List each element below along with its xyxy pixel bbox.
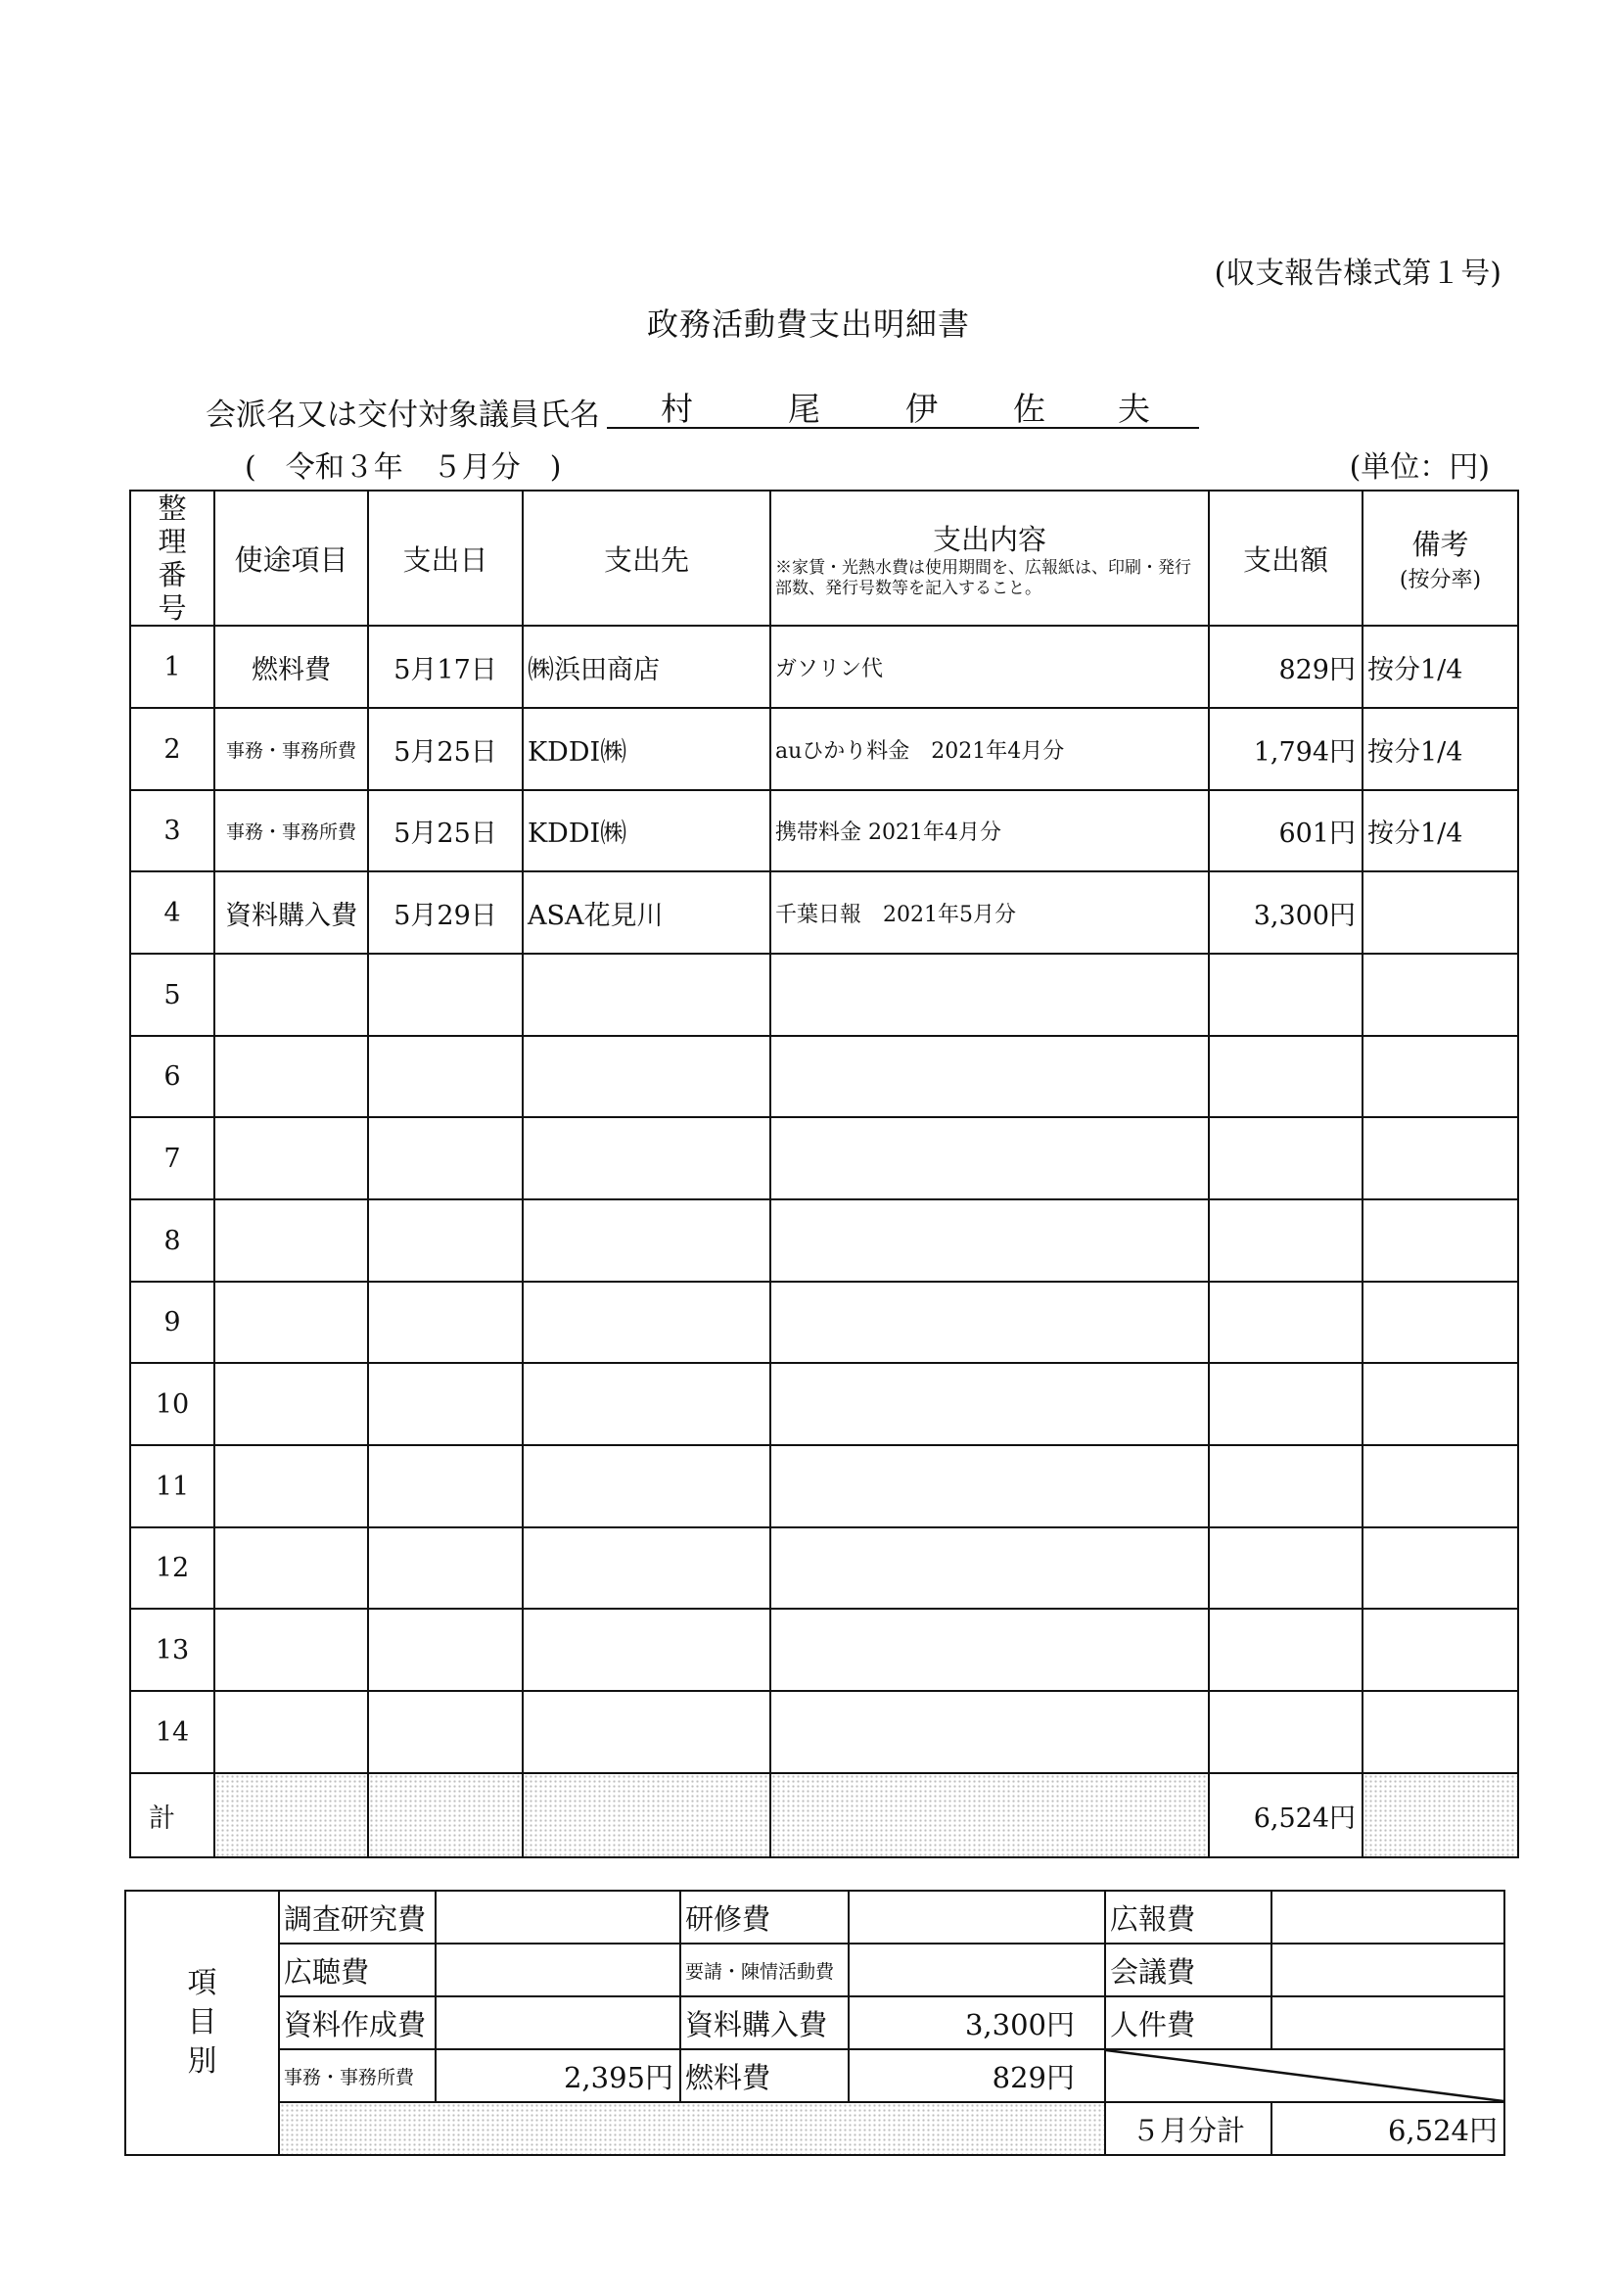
- summary-label: 研修費: [680, 1891, 849, 1944]
- table-row: [130, 1199, 1518, 1282]
- summary-label: 広報費: [1105, 1891, 1271, 1944]
- cell-remarks: [1363, 954, 1518, 1036]
- cell-purpose: [214, 1445, 368, 1527]
- table-row: [130, 790, 1518, 871]
- cell-date: [368, 954, 523, 1036]
- cell-date: 5月17日: [368, 626, 523, 708]
- cell-amount: [1209, 1199, 1363, 1282]
- summary-side-label: [125, 1891, 279, 2155]
- total-blank: [214, 1773, 368, 1857]
- cell-payee: [523, 1199, 770, 1282]
- cell-remarks: [1363, 1036, 1518, 1117]
- member-name: [607, 384, 1199, 429]
- member-label: 会派名又は交付対象議員氏名: [206, 398, 600, 433]
- cell-purpose: [214, 1117, 368, 1199]
- cell-remarks: [1363, 1609, 1518, 1691]
- cell-purpose: [214, 1363, 368, 1445]
- header-content: [770, 491, 1209, 626]
- cell-content: [770, 1445, 1209, 1527]
- reporting-period: ( 令和３年 ５月分 ): [245, 450, 562, 485]
- cell-amount: 829円: [1209, 626, 1363, 708]
- summary-label: 資料購入費: [680, 1996, 849, 2049]
- cell-purpose: 資料購入費: [214, 871, 368, 954]
- summary-label: 資料作成費: [279, 1996, 436, 2049]
- document-title: 政務活動費支出明細書: [646, 305, 970, 343]
- month-total-value: 6,524円: [1271, 2102, 1504, 2155]
- cell-no: 13: [130, 1609, 214, 1691]
- table-row: [130, 871, 1518, 954]
- cell-no: 11: [130, 1445, 214, 1527]
- cell-remarks: [1363, 1363, 1518, 1445]
- summary-value: [1271, 1944, 1504, 1996]
- side-char: 別: [187, 2044, 217, 2079]
- summary-value: [1271, 1996, 1504, 2049]
- cell-date: [368, 1199, 523, 1282]
- cell-remarks: [1363, 1527, 1518, 1609]
- cell-content: [770, 1117, 1209, 1199]
- cell-content: 携帯料金 2021年4月分: [770, 790, 1209, 871]
- cell-no: 1: [130, 626, 214, 708]
- summary-value: [436, 1891, 680, 1944]
- cell-amount: [1209, 1117, 1363, 1199]
- cell-payee: [523, 1363, 770, 1445]
- cell-amount: [1209, 954, 1363, 1036]
- cell-payee: ASA花見川: [523, 871, 770, 954]
- cell-payee: [523, 1691, 770, 1773]
- cell-remarks: [1363, 871, 1518, 954]
- cell-purpose: [214, 1036, 368, 1117]
- cell-no: 4: [130, 871, 214, 954]
- cell-remarks: [1363, 1117, 1518, 1199]
- cell-amount: [1209, 1363, 1363, 1445]
- cell-content: [770, 954, 1209, 1036]
- total-row: [130, 1773, 1518, 1857]
- total-blank: [1363, 1773, 1518, 1857]
- side-char: 目: [187, 2005, 217, 2039]
- cell-payee: [523, 1445, 770, 1527]
- cell-no: 2: [130, 708, 214, 790]
- table-row: [130, 1282, 1518, 1363]
- cell-payee: KDDI㈱: [523, 708, 770, 790]
- summary-label: 燃料費: [680, 2049, 849, 2102]
- cell-remarks: [1363, 1199, 1518, 1282]
- unit-label: (単位：円): [1349, 450, 1490, 485]
- cell-payee: KDDI㈱: [523, 790, 770, 871]
- cell-payee: [523, 954, 770, 1036]
- table-row: [130, 954, 1518, 1036]
- cell-date: [368, 1036, 523, 1117]
- cell-payee: [523, 1117, 770, 1199]
- total-label: 計: [130, 1773, 214, 1857]
- summary-value: 3,300円: [849, 1996, 1105, 2049]
- cell-remarks: [1363, 1691, 1518, 1773]
- cell-content: [770, 1691, 1209, 1773]
- summary-label: 人件費: [1105, 1996, 1271, 2049]
- summary-label: 調査研究費: [279, 1891, 436, 1944]
- table-header-row: [130, 491, 1518, 626]
- header-payee: 支出先: [523, 491, 770, 626]
- summary-value: [849, 1891, 1105, 1944]
- cell-purpose: 事務・事務所費: [214, 790, 368, 871]
- table-row: [130, 626, 1518, 708]
- header-amount: 支出額: [1209, 491, 1363, 626]
- form-number: (収支報告様式第１号): [1214, 257, 1502, 291]
- summary-value: 829円: [849, 2049, 1105, 2102]
- header-content-title: 支出内容: [932, 522, 1046, 556]
- cell-content: 千葉日報 2021年5月分: [770, 871, 1209, 954]
- cell-date: [368, 1282, 523, 1363]
- category-summary-table: [124, 1890, 1505, 2156]
- cell-content: [770, 1199, 1209, 1282]
- side-char: 項: [187, 1966, 217, 2000]
- cell-remarks: 按分1/4: [1363, 626, 1518, 708]
- cell-date: [368, 1445, 523, 1527]
- cell-purpose: [214, 1609, 368, 1691]
- summary-value: [849, 1944, 1105, 1996]
- cell-date: 5月29日: [368, 871, 523, 954]
- header-remarks-title: 備考: [1411, 528, 1469, 561]
- cell-payee: [523, 1036, 770, 1117]
- cell-remarks: 按分1/4: [1363, 790, 1518, 871]
- cell-amount: 1,794円: [1209, 708, 1363, 790]
- cell-date: [368, 1363, 523, 1445]
- header-content-note: ※家賃・光熱水費は使用期間を、広報紙は、印刷・発行部数、発行号数等を記入すること。: [775, 557, 1191, 598]
- cell-date: [368, 1527, 523, 1609]
- summary-value: [436, 1944, 680, 1996]
- cell-remarks: 按分1/4: [1363, 708, 1518, 790]
- cell-content: [770, 1036, 1209, 1117]
- summary-value: [1271, 1891, 1504, 1944]
- table-row: [130, 1609, 1518, 1691]
- table-row: [130, 1363, 1518, 1445]
- total-amount: 6,524円: [1209, 1773, 1363, 1857]
- cell-content: [770, 1609, 1209, 1691]
- header-remarks: [1363, 491, 1518, 626]
- cell-purpose: [214, 1527, 368, 1609]
- cell-amount: [1209, 1527, 1363, 1609]
- cell-purpose: 事務・事務所費: [214, 708, 368, 790]
- member-name-char: 村: [661, 390, 693, 428]
- cell-date: [368, 1117, 523, 1199]
- cell-no: 12: [130, 1527, 214, 1609]
- cell-date: [368, 1609, 523, 1691]
- header-purpose: 使途項目: [214, 491, 368, 626]
- summary-label: 事務・事務所費: [279, 2049, 436, 2102]
- summary-label: 広聴費: [279, 1944, 436, 1996]
- table-row: [130, 1117, 1518, 1199]
- member-name-char: 佐: [1013, 390, 1045, 428]
- cell-amount: 3,300円: [1209, 871, 1363, 954]
- cell-purpose: [214, 1199, 368, 1282]
- cell-amount: [1209, 1691, 1363, 1773]
- expense-table: [129, 490, 1519, 1858]
- cell-amount: [1209, 1445, 1363, 1527]
- cell-remarks: [1363, 1445, 1518, 1527]
- header-remarks-sub: (按分率): [1399, 568, 1482, 592]
- cell-date: 5月25日: [368, 708, 523, 790]
- cell-amount: [1209, 1282, 1363, 1363]
- total-blank: [368, 1773, 523, 1857]
- summary-blank-diagonal: [1105, 2049, 1504, 2102]
- table-row: [130, 1445, 1518, 1527]
- cell-purpose: [214, 1691, 368, 1773]
- header-date: 支出日: [368, 491, 523, 626]
- month-total-label: ５月分計: [1105, 2102, 1271, 2155]
- total-blank: [523, 1773, 770, 1857]
- cell-date: 5月25日: [368, 790, 523, 871]
- header-no: 整理番号: [130, 491, 214, 626]
- summary-label: 要請・陳情活動費: [680, 1944, 849, 1996]
- table-row: [130, 1691, 1518, 1773]
- cell-purpose: [214, 1282, 368, 1363]
- cell-no: 3: [130, 790, 214, 871]
- table-row: [130, 1036, 1518, 1117]
- cell-no: 10: [130, 1363, 214, 1445]
- cell-no: 7: [130, 1117, 214, 1199]
- cell-payee: ㈱浜田商店: [523, 626, 770, 708]
- cell-purpose: [214, 954, 368, 1036]
- cell-payee: [523, 1282, 770, 1363]
- member-name-char: 夫: [1118, 390, 1150, 428]
- summary-value: [436, 1996, 680, 2049]
- table-row: [130, 1527, 1518, 1609]
- cell-content: [770, 1282, 1209, 1363]
- cell-no: 5: [130, 954, 214, 1036]
- cell-content: [770, 1527, 1209, 1609]
- cell-remarks: [1363, 1282, 1518, 1363]
- cell-amount: [1209, 1036, 1363, 1117]
- cell-content: [770, 1363, 1209, 1445]
- summary-shaded-area: [279, 2102, 1105, 2155]
- cell-no: 9: [130, 1282, 214, 1363]
- cell-no: 14: [130, 1691, 214, 1773]
- cell-no: 6: [130, 1036, 214, 1117]
- cell-amount: 601円: [1209, 790, 1363, 871]
- cell-date: [368, 1691, 523, 1773]
- cell-payee: [523, 1609, 770, 1691]
- cell-purpose: 燃料費: [214, 626, 368, 708]
- cell-amount: [1209, 1609, 1363, 1691]
- member-name-char: 伊: [905, 390, 938, 428]
- cell-content: ガソリン代: [770, 626, 1209, 708]
- table-row: [130, 708, 1518, 790]
- summary-label: 会議費: [1105, 1944, 1271, 1996]
- total-blank: [770, 1773, 1209, 1857]
- cell-payee: [523, 1527, 770, 1609]
- member-name-char: 尾: [788, 390, 820, 428]
- cell-no: 8: [130, 1199, 214, 1282]
- summary-value: 2,395円: [436, 2049, 680, 2102]
- cell-content: auひかり料金 2021年4月分: [770, 708, 1209, 790]
